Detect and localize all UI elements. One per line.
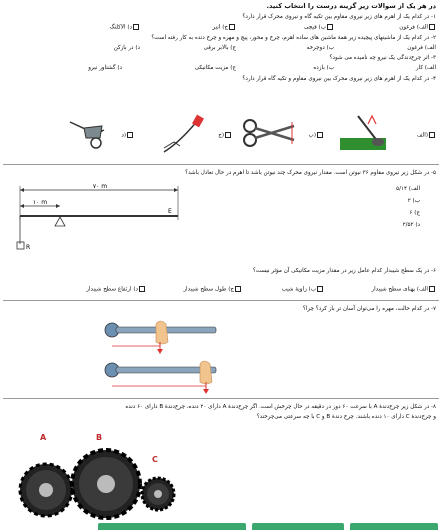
footer-button-3[interactable]	[350, 523, 438, 530]
lever-diagram	[8, 180, 190, 260]
footer-button-2[interactable]	[252, 523, 344, 530]
checkbox[interactable]	[229, 24, 235, 30]
gear-c-icon	[142, 478, 174, 510]
q6-option-b[interactable]: ب) زاویهٔ شیب	[282, 286, 324, 294]
q4-option-c[interactable]: ج)	[218, 132, 232, 140]
question-2: ۲- در کدام یک از ماشینهای پیچیده زیر همهٔ ماشین های ساده اهرم، چرخ و محور، پیچ و مهره و چرخ دنده به کار رفته است؟	[151, 35, 436, 41]
divider	[3, 164, 439, 165]
q1-option-b[interactable]: ب) قیچی	[304, 24, 334, 32]
q2-option-b[interactable]: ب) دوچرخه	[306, 45, 334, 51]
q6-option-c[interactable]: ج) طول سطح شیبدار	[183, 286, 242, 294]
gear-a-icon	[20, 464, 72, 516]
lever-top-length: ۷۰ m	[92, 183, 108, 190]
divider	[3, 398, 439, 399]
checkbox[interactable]	[235, 286, 241, 292]
checkbox[interactable]	[133, 24, 139, 30]
checkbox[interactable]	[327, 24, 333, 30]
q4-option-a[interactable]: الف)	[417, 132, 436, 140]
footer-button-1[interactable]	[98, 523, 246, 530]
gear-b-label: B	[96, 433, 103, 442]
question-6: ۶- در یک سطح شیبدار کدام عامل زیر در مقدار مزیت مکانیکی آن مؤثر نیست؟	[252, 268, 436, 274]
page-title: در هر یک از سوالات زیر گزینه درست را انتخاب کنید.	[266, 2, 436, 10]
q3-option-c[interactable]: ج) مزیت مکانیکی	[194, 65, 236, 71]
checkbox[interactable]	[429, 286, 435, 292]
checkbox[interactable]	[429, 24, 435, 30]
question-8-line-1: ۸- در شکل زیر چرخ‌دندهٔ A با سرعت ۶۰ دور در دقیقه در حال چرخش است. اگر چرخ‌دندهٔ A دارای ۲۰ دنده، چرخ‌دندهٔ B دارای ۶۰ دنده	[125, 404, 436, 410]
wrench-comparison	[100, 316, 230, 394]
wheelbarrow-icon	[66, 116, 110, 152]
question-1: ۱- در کدام یک از اهرم های زیر نیروی مقاوم بین تکیه گاه و نیروی محرک قرار دارد؟	[242, 14, 436, 20]
q5-option-d[interactable]: د) ۲/۵۲	[402, 222, 420, 228]
q2-option-c[interactable]: ج) بالابر برقی	[203, 45, 236, 51]
q5-option-a[interactable]: الف) ۵/۱۴	[396, 186, 420, 192]
checkbox[interactable]	[139, 286, 145, 292]
checkbox[interactable]	[317, 286, 323, 292]
checkbox[interactable]	[225, 132, 231, 138]
q1-option-a[interactable]: الف) فرغون	[399, 24, 436, 32]
lever-bottom-length: ۱۰ m	[32, 199, 48, 206]
gear-train-diagram	[10, 428, 180, 520]
q2-option-d[interactable]: د) در بازکن	[113, 45, 140, 51]
question-4: ۴- در کدام یک از اهرم های زیر نیروی محرک بین نیروی مقاوم و تکیه گاه قرار دارد؟	[242, 76, 436, 82]
checkbox[interactable]	[317, 132, 323, 138]
gear-b-icon	[72, 450, 140, 518]
gear-c-label: C	[152, 455, 158, 464]
q5-option-c[interactable]: ج) ۶	[409, 210, 420, 216]
q5-option-b[interactable]: ب) ۲	[407, 198, 420, 204]
question-3: ۳- اثر چرخ‌دندگی یک نیرو چه نامیده می شود؟	[329, 55, 436, 61]
q3-option-a[interactable]: الف) کار	[415, 65, 436, 71]
q3-option-d[interactable]: د) گشتاور نیرو	[88, 65, 122, 71]
q3-option-b[interactable]: ب) بازده	[313, 65, 334, 71]
question-5: ۵- در شکل زیر نیروی مقاوم ۳۶ نیوتن است. مقدار نیروی محرک چند نیوتن باشد تا اهرم در حال تعادل باشد؟	[185, 170, 436, 176]
q6-option-a[interactable]: الف) پهنای سطح شیبدار	[371, 286, 436, 294]
point-e-label: E	[168, 208, 172, 215]
scissors-icon	[242, 118, 300, 148]
point-r-label: R	[26, 244, 31, 251]
q1-option-c[interactable]: ج) انبر	[213, 24, 236, 32]
q6-option-d[interactable]: د) ارتفاع سطح شیبدار	[86, 286, 146, 294]
question-7: ۷- در کدام حالت، مهره را می‌توان آسان تر باز کرد؟ چرا؟	[302, 306, 436, 312]
checkbox[interactable]	[429, 132, 435, 138]
q2-option-a[interactable]: الف) فرغون	[407, 45, 436, 51]
shovel-icon	[338, 112, 390, 152]
q1-option-d[interactable]: د) الاکلنگ	[110, 24, 140, 32]
divider	[3, 300, 439, 301]
gear-a-label: A	[40, 433, 47, 442]
q4-option-d[interactable]: د)	[121, 132, 134, 140]
lever-arm-icon	[160, 112, 212, 156]
question-8-line-2: و چرخ‌دندهٔ C دارای ۱۰ دنده باشند. چرخ دندهٔ B و C با چه سرعتی می‌چرخند؟	[256, 414, 436, 420]
checkbox[interactable]	[127, 132, 133, 138]
q4-option-b[interactable]: ب)	[309, 132, 324, 140]
